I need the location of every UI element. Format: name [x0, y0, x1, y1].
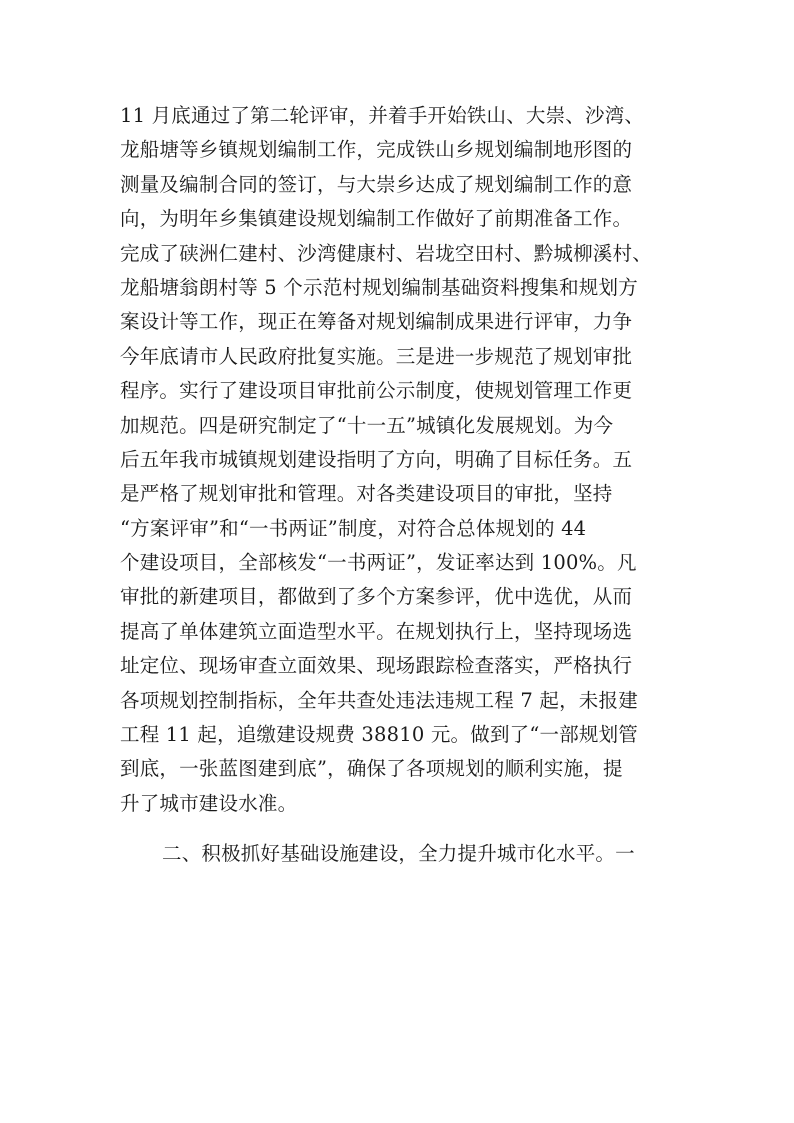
text-line: 今年底请市人民政府批复实施。三是进一步规范了规划审批 — [120, 344, 633, 368]
text-line: 升了城市建设水准。 — [120, 791, 298, 815]
text-line: 完成了硖洲仁建村、沙湾健康村、岩垅空田村、黔城柳溪村、 — [120, 241, 652, 265]
text-line: 提高了单体建筑立面造型水平。在规划执行上，坚持现场选 — [120, 619, 633, 643]
paragraph-2 — [120, 837, 680, 871]
text-line: 测量及编制合同的签订，与大崇乡达成了规划编制工作的意 — [120, 172, 633, 196]
text-line: 到底，一张蓝图建到底”，确保了各项规划的顺利实施，提 — [120, 757, 623, 781]
paragraph-1 — [120, 99, 680, 821]
text-line: 11 月底通过了第二轮评审，并着手开始铁山、大崇、沙湾、 — [120, 104, 645, 127]
paragraph-gap — [120, 821, 680, 837]
text-line: 址定位、现场审查立面效果、现场跟踪检查落实，严格执行 — [120, 654, 633, 678]
text-line: “方案评审”和“一书两证”制度，对符合总体规划的 44 — [120, 516, 587, 540]
text-line: 是严格了规划审批和管理。对各类建设项目的审批，坚持 — [120, 482, 613, 506]
text-line: 加规范。四是研究制定了“十一五”城镇化发展规划。为今 — [120, 413, 614, 437]
text-line: 审批的新建项目，都做到了多个方案参评，优中选优，从而 — [120, 585, 633, 609]
text-line: 龙船塘等乡镇规划编制工作，完成铁山乡规划编制地形图的 — [120, 138, 633, 162]
text-line: 工程 11 起，追缴建设规费 38810 元。做到了“一部规划管 — [120, 723, 639, 747]
text-line: 龙船塘翁朗村等 5 个示范村规划编制基础资料搜集和规划方 — [120, 275, 638, 299]
text-line: 后五年我市城镇规划建设指明了方向，明确了目标任务。五 — [120, 447, 633, 471]
text-line: 程序。实行了建设项目审批前公示制度，使规划管理工作更 — [120, 379, 633, 403]
text-line: 个建设项目，全部核发“一书两证”，发证率达到 100%。凡 — [120, 551, 637, 575]
text-line: 各项规划控制指标，全年共查处违法违规工程 7 起，未报建 — [120, 688, 638, 712]
text-line: 二、积极抓好基础设施建设，全力提升城市化水平。一 — [162, 842, 635, 866]
body-text — [120, 99, 680, 872]
text-line: 向，为明年乡集镇建设规划编制工作做好了前期准备工作。 — [120, 207, 633, 231]
text-line: 案设计等工作，现正在筹备对规划编制成果进行评审，力争 — [120, 310, 633, 334]
